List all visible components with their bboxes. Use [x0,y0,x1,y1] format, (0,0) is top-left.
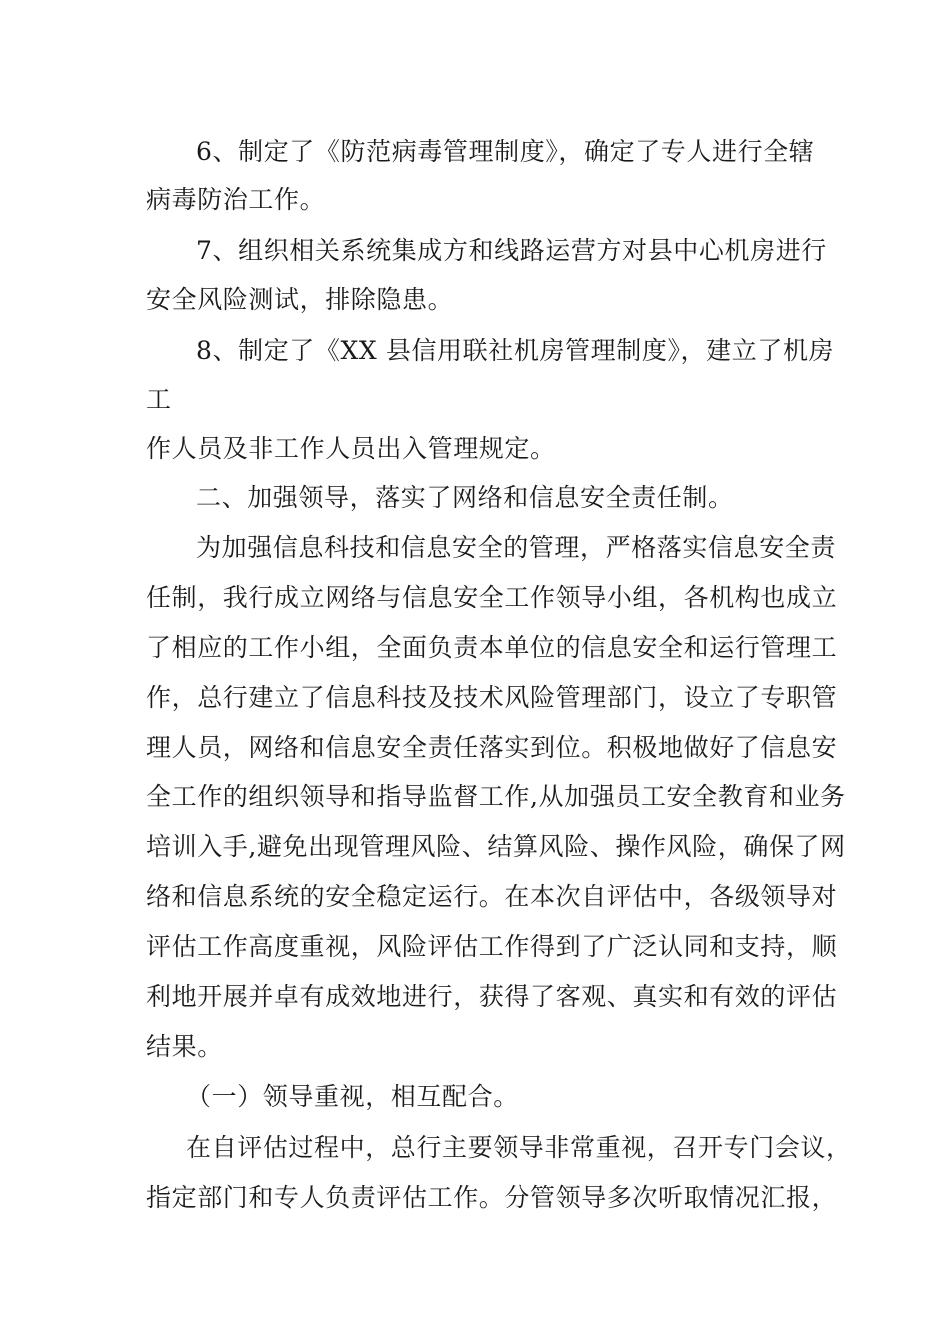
text-line: 任制，我行成立网络与信息安全工作领导小组，各机构也成立 [146,583,838,612]
text-line: 安全风险测试，排除隐患。 [146,285,454,314]
text-line: 作人员及非工作人员出入管理规定。 [146,434,556,463]
text-line: 利地开展并卓有成效地进行，获得了客观、真实和有效的评估 [146,982,838,1011]
text-line: 工 [146,385,172,414]
text-line: 全工作的组织领导和指导监督工作,从加强员工安全教育和业务 [146,782,846,811]
text-line: 了相应的工作小组，全面负责本单位的信息安全和运行管理工 [146,633,838,662]
text-line: 结果。 [146,1032,223,1061]
text-line: 评估工作高度重视，风险评估工作得到了广泛认同和支持，顺 [146,932,838,961]
text-line: 作，总行建立了信息科技及技术风险管理部门，设立了专职管 [146,683,838,712]
text-line: 病毒防治工作。 [146,185,326,214]
text-line: 8、制定了《XX 县信用联社机房管理制度》，建立了机房 [196,336,835,365]
text-line: 在自评估过程中，总行主要领导非常重视，召开专门会议， [186,1133,852,1162]
text-line: 理人员，网络和信息安全责任落实到位。积极地做好了信息安 [146,733,838,762]
text-line: 培训入手,避免出现管理风险、结算风险、操作风险，确保了网 [146,832,846,861]
text-line: 指定部门和专人负责评估工作。分管领导多次听取情况汇报， [146,1183,838,1212]
section-heading: 二、加强领导，落实了网络和信息安全责任制。 [196,483,734,512]
subsection-heading: （一）领导重视，相互配合。 [186,1082,519,1111]
text-line: 络和信息系统的安全稳定运行。在本次自评估中，各级领导对 [146,882,838,911]
text-line: 6、制定了《防范病毒管理制度》，确定了专人进行全辖 [196,137,815,166]
text-line: 7、组织相关系统集成方和线路运营方对县中心机房进行 [196,236,827,265]
text-line: 为加强信息科技和信息安全的管理，严格落实信息安全责 [196,533,837,562]
